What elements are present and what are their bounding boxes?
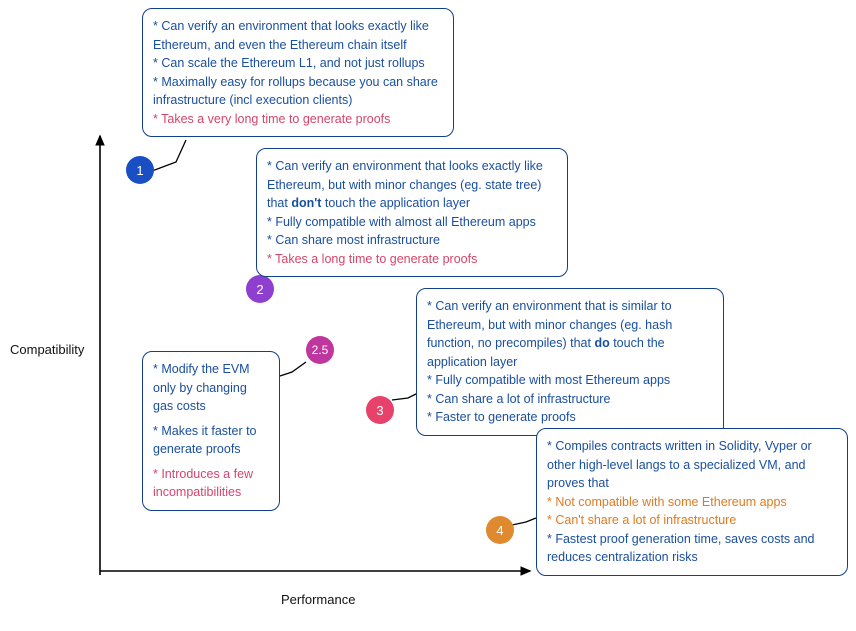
callout-1-line-4: * Takes a very long time to generate proofs xyxy=(153,111,391,126)
leader-line-1 xyxy=(152,140,186,171)
callout-type-4 xyxy=(536,428,848,576)
callout-3-line-3: * Can share a lot of infrastructure xyxy=(427,391,611,406)
node-label-1: 1 xyxy=(136,162,144,178)
callout-4-line-1: * Compiles contracts written in Solidity, Vyper or other high-level langs to a specialized VM, and proves that xyxy=(547,439,812,490)
leader-line-4 xyxy=(512,518,536,525)
callout-2-line-4: * Takes a long time to generate proofs xyxy=(267,251,478,266)
callout-2-line-2: * Fully compatible with almost all Ethereum apps xyxy=(267,214,536,229)
callout-1-line-3: * Maximally easy for rollups because you can share infrastructure (incl execution clients) xyxy=(153,74,438,107)
node-label-4: 4 xyxy=(496,522,504,538)
callout-3-line-1 xyxy=(427,297,713,371)
callout-3-line-2: * Fully compatible with most Ethereum apps xyxy=(427,373,671,387)
callout-1-line-2: * Can scale the Ethereum L1, and not just rollups xyxy=(153,56,425,70)
callout-4-line-2: * Not compatible with some Ethereum apps xyxy=(547,494,787,509)
callout-3-line-1-c: touch the application layer xyxy=(427,336,665,369)
x-axis-label: Performance xyxy=(281,592,356,607)
callout-2-line-1-c: touch the application layer xyxy=(321,196,471,210)
callout-25-line-2: * Makes it faster to generate proofs xyxy=(153,423,257,456)
callout-4-line-3: * Can't share a lot of infrastructure xyxy=(547,513,737,527)
node-type-1[interactable] xyxy=(126,156,154,184)
callout-type-1 xyxy=(142,8,454,137)
callout-type-3 xyxy=(416,288,724,436)
callout-25-line-1: * Modify the EVM only by changing gas costs xyxy=(153,362,250,413)
y-axis-label: Compatibility xyxy=(10,342,85,357)
node-type-2[interactable] xyxy=(246,275,274,303)
callout-type-2-5 xyxy=(142,351,280,511)
callout-2-line-1-emph: don't xyxy=(291,196,322,210)
node-type-2-5[interactable] xyxy=(306,336,334,364)
callout-type-2 xyxy=(256,148,568,277)
callout-2-line-1-a: * Can verify an environment that looks exactly like Ethereum, but with minor changes (eg. state tree) that xyxy=(267,159,543,210)
node-type-3[interactable] xyxy=(366,396,394,424)
callout-4-line-4: * Fastest proof generation time, saves costs and reduces centralization risks xyxy=(547,531,815,564)
callout-3-line-1-emph: do xyxy=(594,336,610,350)
callout-25-line-3: * Introduces a few incompatibilities xyxy=(153,466,254,499)
callout-2-line-1 xyxy=(267,157,557,213)
node-label-2-5: 2.5 xyxy=(311,343,329,357)
node-label-2: 2 xyxy=(256,281,264,297)
callout-3-line-4: * Faster to generate proofs xyxy=(427,410,576,424)
node-type-4[interactable] xyxy=(486,516,514,544)
leader-line-25 xyxy=(280,362,306,376)
callout-3-line-1-a: * Can verify an environment that is similar to Ethereum, but with minor changes (eg. hash function, no precompiles) that xyxy=(427,299,673,350)
callout-2-line-3: * Can share most infrastructure xyxy=(267,233,440,247)
callout-1-line-1: * Can verify an environment that looks exactly like Ethereum, and even the Ethereum chain itself xyxy=(153,19,429,52)
node-label-3: 3 xyxy=(376,402,384,418)
